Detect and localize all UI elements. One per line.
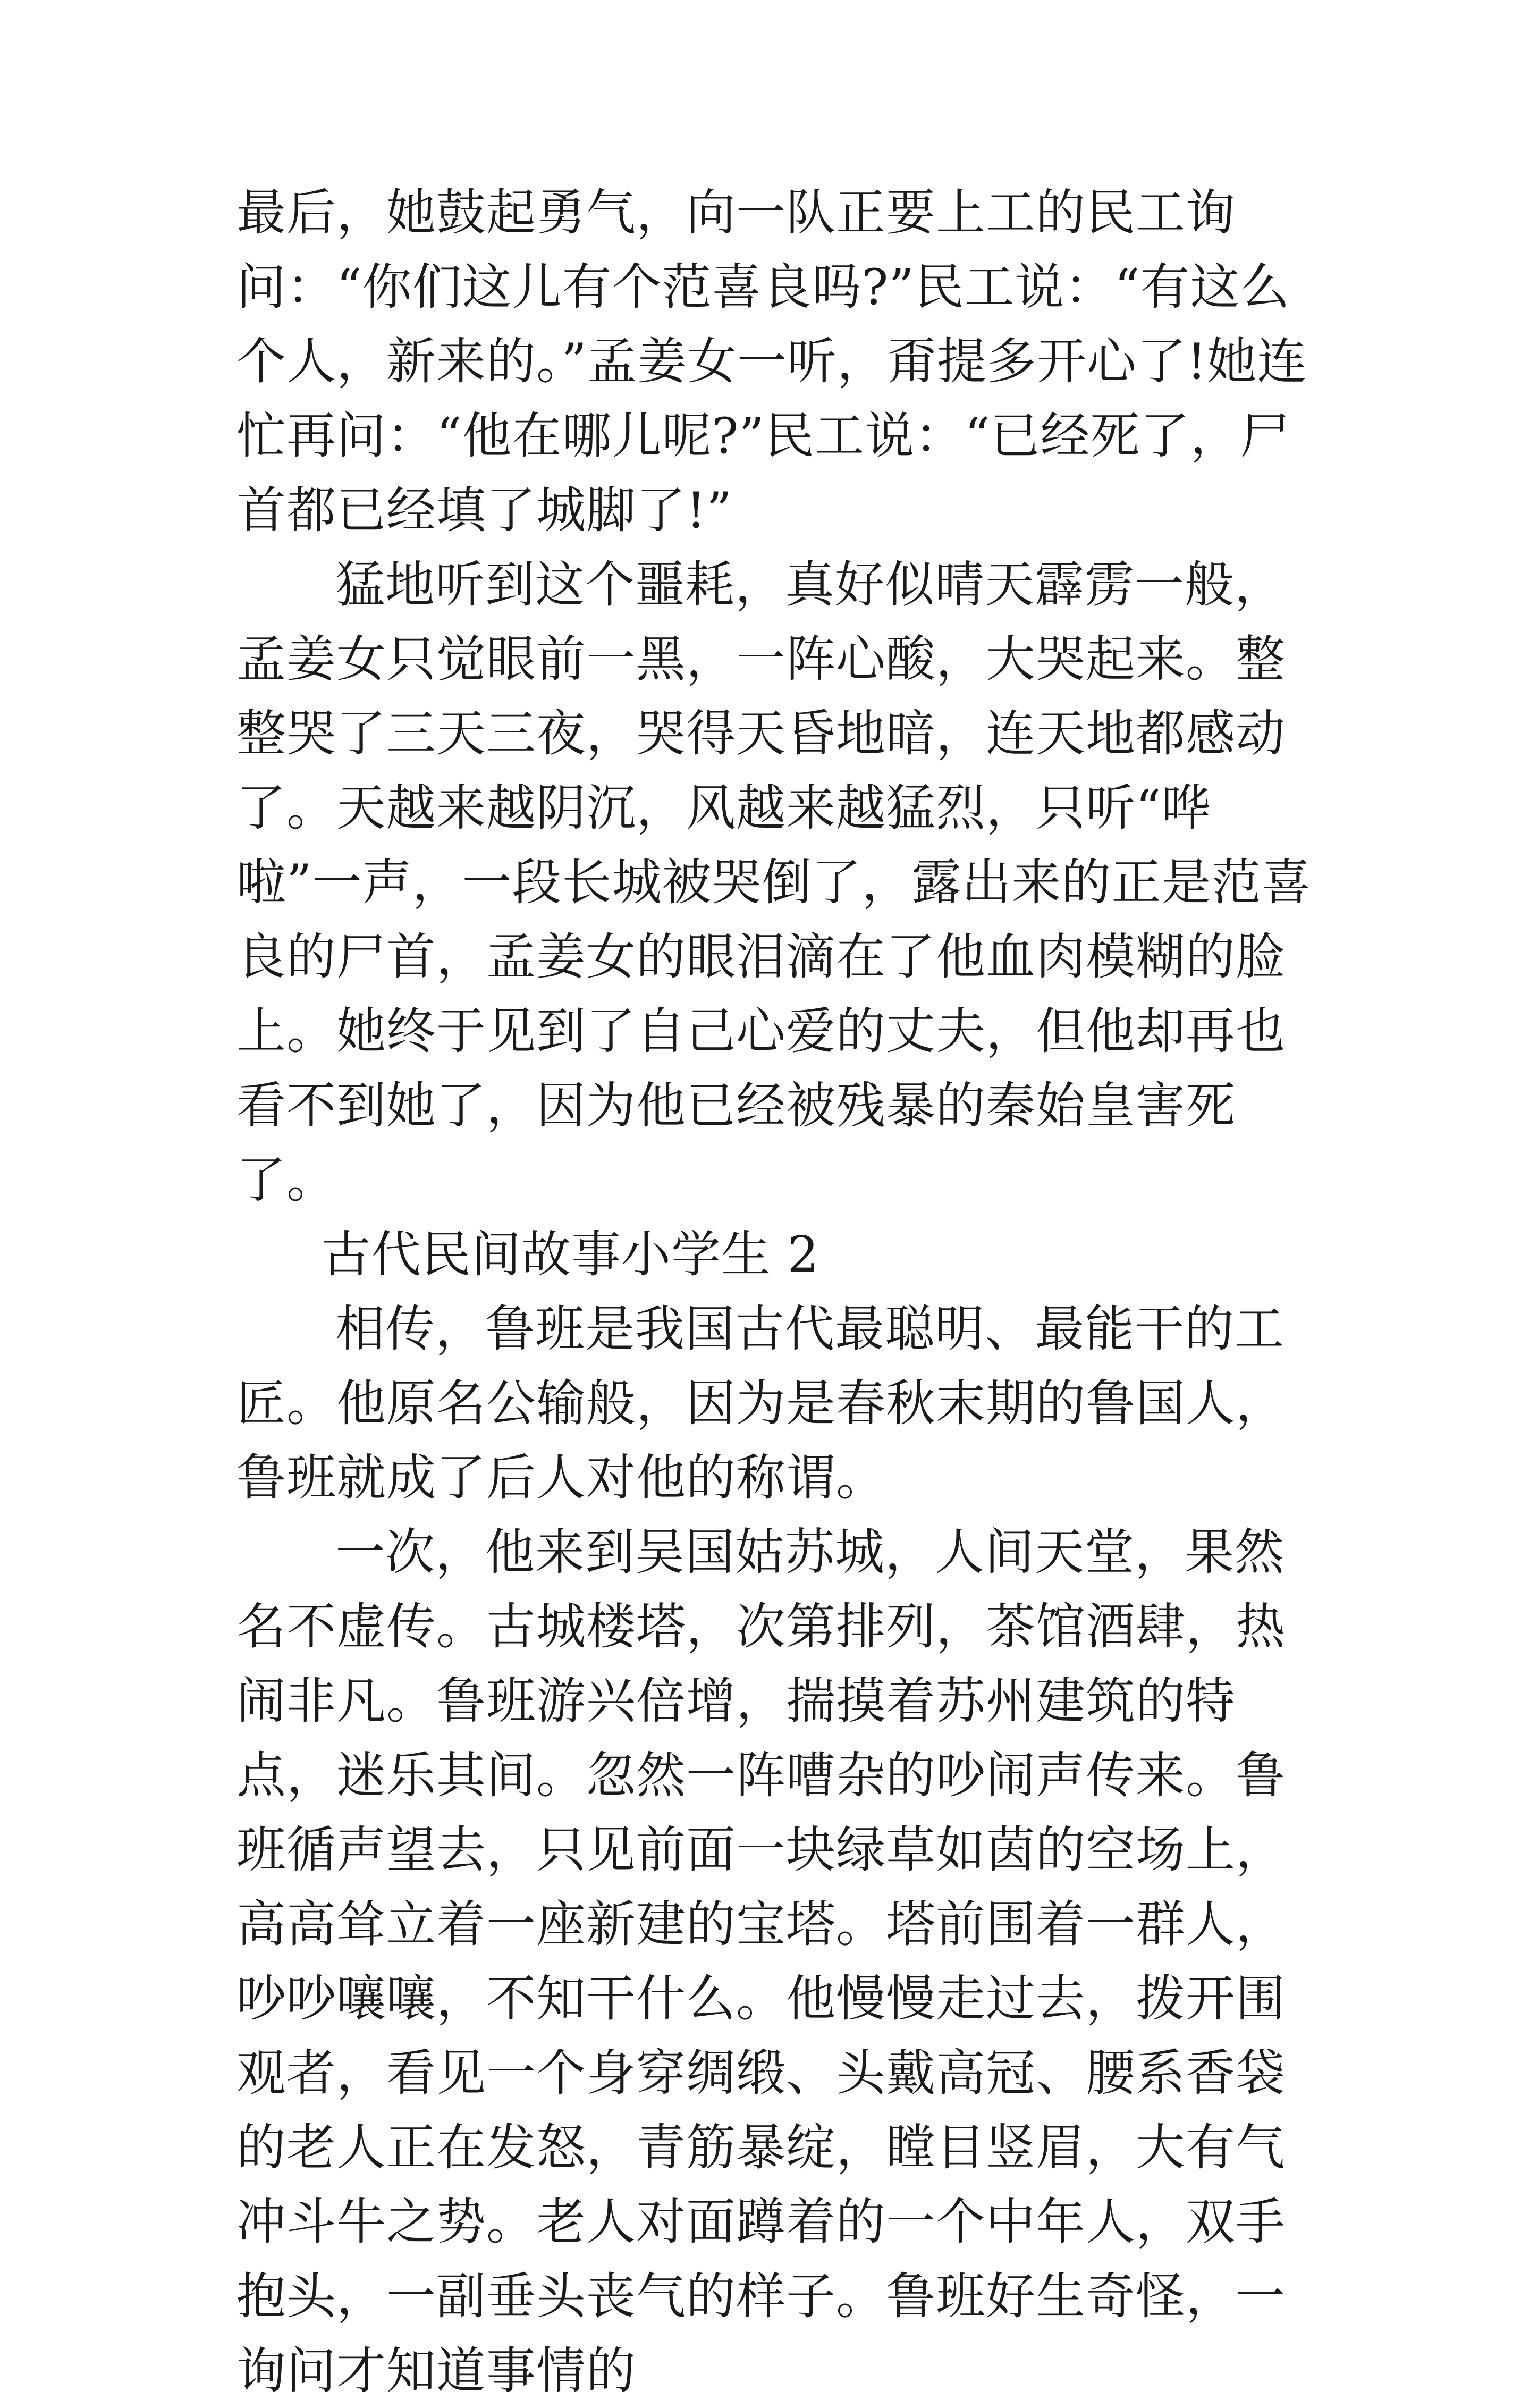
paragraph-suzhou-visit: 一次，他来到吴国姑苏城，人间天堂，果然名不虚传。古城楼塔，次第排列，茶馆酒肆，热闹非凡。鲁班游兴倍增，揣摸着苏州建筑的特点，迷乐其间。忽然一阵嘈杂的吵闹声传来。鲁班循声望去，只见前面一块绿草如茵的空场上，高高耸立着一座新建的宝塔。塔前围着一群人，吵吵嚷嚷，不知干什么。他慢慢走过去，拨开围观者，看见一个身穿绸缎、头戴高冠、腰系香袋的老人正在发怒，青筋暴绽，瞠目竖眉，大有气冲斗牛之势。老人对面蹲着的一个中年人，双手抱头，一副垂头丧气的样子。鲁班好生奇怪，一询问才知道事情的 <box>236 1523 1286 2399</box>
body-text <box>236 175 1318 2408</box>
paragraph-continuation: 最后，她鼓起勇气，向一队正要上工的民工询问：“你们这儿有个范喜良吗?”民工说：“有这么个人，新来的。”孟姜女一听，甭提多开心了!她连忙再问：“他在哪儿呢?”民工说：“已经死了，尸首都已经填了城脚了!” <box>236 184 1307 539</box>
paragraph-luban-intro: 相传，鲁班是我国古代最聪明、最能干的工匠。他原名公输般，因为是春秋末期的鲁国人，鲁班就成了后人对他的称谓。 <box>236 1300 1286 1506</box>
section-heading: 古代民间故事小学生 2 <box>322 1226 819 1283</box>
paragraph-wall-collapse: 猛地听到这个噩耗，真好似晴天霹雳一般，孟姜女只觉眼前一黑，一阵心酸，大哭起来。整整哭了三天三夜，哭得天昏地暗，连天地都感动了。天越来越阴沉，风越来越猛烈，只听“哗啦”一声，一段长城被哭倒了，露出来的正是范喜良的尸首，孟姜女的眼泪滴在了他血肉模糊的脸上。她终于见到了自己心爱的丈夫，但他却再也看不到她了，因为他已经被残暴的秦始皇害死了。 <box>236 556 1312 1209</box>
